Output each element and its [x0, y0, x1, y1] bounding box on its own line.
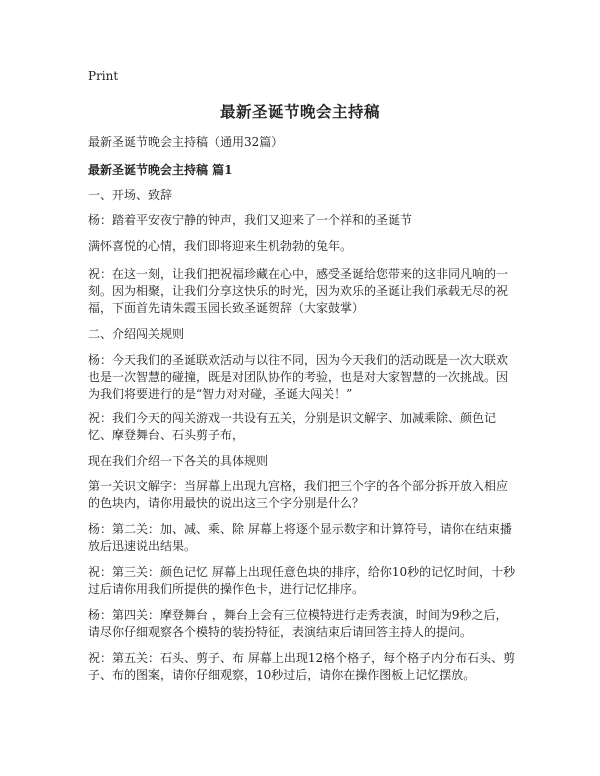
paragraph: 祝：第三关：颜色记忆 屏幕上出现任意色块的排序，给你10秒的记忆时间，十秒过后请你用我们所提供的操作色卡，进行记忆排序。 [88, 565, 516, 596]
paragraph: 杨：第四关：摩登舞台 ，舞台上会有三位模特进行走秀表演，时间为9秒之后，请尽你仔细观察各个模特的装扮特征，表演结束后请回答主持人的提问。 [88, 608, 508, 639]
paragraph: 杨：今天我们的圣诞联欢活动与以往不同，因为今天我们的活动既是一次大联欢也是一次智慧的碰撞，既是对团队协作的考验，也是对大家智慧的一次挑战。因为我们将要进行的是“智力对对碰，圣诞大闯关！” [88, 353, 509, 401]
paragraph: 现在我们介绍一下各关的具体规则 [88, 454, 269, 468]
paragraph: 满怀喜悦的心情，我们即将迎来生机勃勃的兔年。 [88, 239, 353, 253]
document-title: 最新圣诞节晚会主持稿 [219, 102, 380, 121]
paragraph: 一、开场、致辞 [88, 188, 173, 202]
document-subtitle: 最新圣诞节晚会主持稿（通用32篇） [88, 135, 284, 149]
print-label[interactable]: Print [88, 69, 119, 83]
paragraph: 杨：踏着平安夜宁静的钟声，我们又迎来了一个祥和的圣诞节 [88, 213, 413, 227]
section-heading: 最新圣诞节晚会主持稿 篇1 [88, 163, 233, 177]
paragraph: 祝：第五关：石头、剪子、布 屏幕上出现12格个格子，每个格子内分布石头、剪子、布的图案，请你仔细观察，10秒过后，请你在操作图板上记忆摆放。 [88, 651, 516, 682]
paragraph: 祝：在这一刻，让我们把祝福珍藏在心中，感受圣诞给您带来的这非同凡响的一刻。因为相聚，让我们分享这快乐的时光，因为欢乐的圣诞让我们承载无尽的祝福，下面首先请朱霞玉园长致圣诞贺辞（大家鼓掌） [88, 267, 509, 315]
paragraph: 杨：第二关：加、减、乘、除 屏幕上将逐个显示数字和计算符号，请你在结束播放后迅速说出结果。 [88, 522, 512, 553]
paragraph: 第一关识文解字：当屏幕上出现九宫格，我们把三个字的各个部分拆开放入相应的色块内，请你用最快的说出这三个字分别是什么？ [88, 479, 509, 510]
paragraph: 祝：我们今天的闯关游戏一共设有五关，分别是识文解字、加减乘除、颜色记忆、摩登舞台、石头剪子布， [88, 411, 497, 442]
paragraph: 二、介绍闯关规则 [88, 327, 185, 341]
